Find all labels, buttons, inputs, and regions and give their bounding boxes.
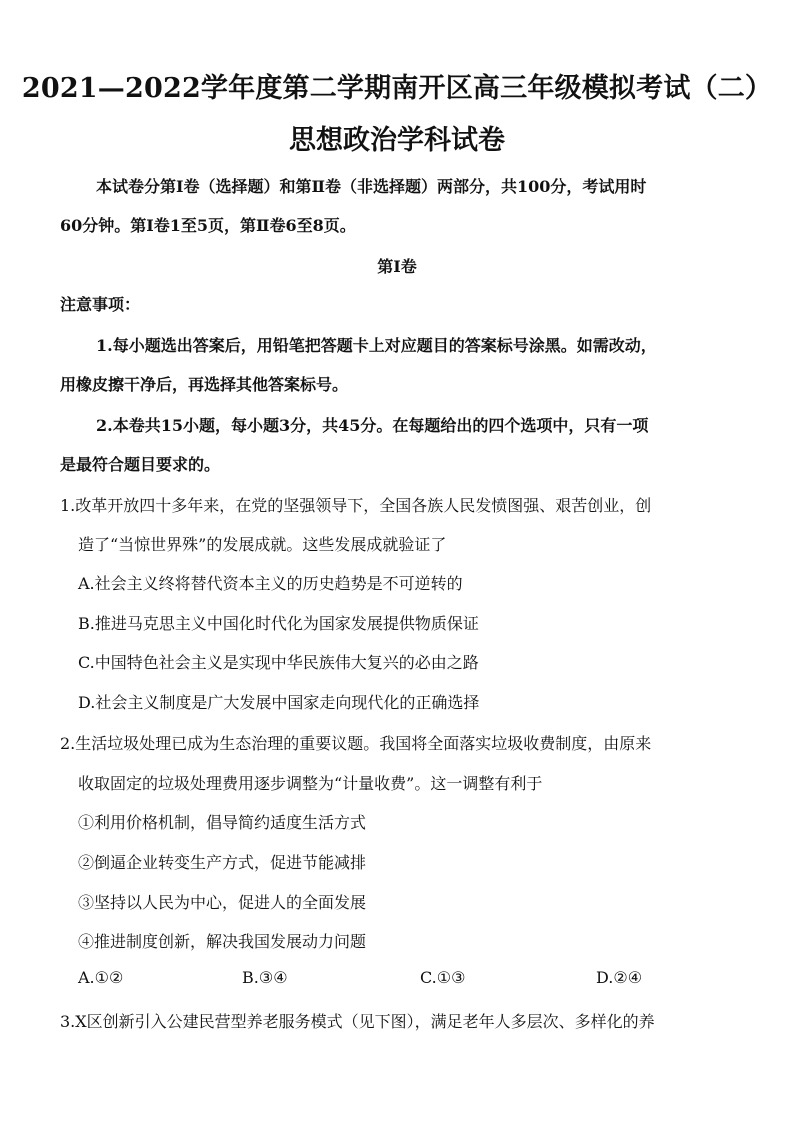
question-2-choice-d: D.②④ (596, 968, 643, 987)
question-1-option-c: C.中国特色社会主义是实现中华民族伟大复兴的必由之路 (78, 653, 479, 672)
question-2-statement-3: ③坚持以人民为中心，促进人的全面发展 (78, 893, 367, 912)
question-2-choice-b: B.③④ (242, 968, 288, 987)
question-2-stem-line-2: 收取固定的垃圾处理费用逐步调整为“计量收费”。这一调整有利于 (78, 774, 543, 793)
question-1-option-a: A.社会主义终将替代资本主义的历史趋势是不可逆转的 (78, 574, 463, 593)
question-1-option-b: B.推进马克思主义中国化时代化为国家发展提供物质保证 (78, 614, 479, 633)
notice-item-2-line-1: 2.本卷共15小题，每小题3分，共45分。在每题给出的四个选项中，只有一项 (96, 416, 649, 435)
question-2-statement-2: ②倒逼企业转变生产方式，促进节能减排 (78, 853, 367, 872)
notice-item-1-line-1: 1.每小题选出答案后，用铅笔把答题卡上对应题目的答案标号涂黑。如需改动， (96, 336, 657, 355)
section-title: 第Ⅰ卷 (377, 257, 417, 276)
question-3-stem-line-1: 3.X区创新引入公建民营型养老服务模式（见下图），满足老年人多层次、多样化的养 (60, 1012, 655, 1031)
question-1-stem-line-2: 造了“当惊世界殊”的发展成就。这些发展成就验证了 (78, 535, 447, 554)
exam-title: 2021—2022学年度第二学期南开区高三年级模拟考试（二） (21, 73, 773, 104)
notice-item-1-line-2: 用橡皮擦干净后，再选择其他答案标号。 (60, 375, 349, 394)
question-1-option-d: D.社会主义制度是广大发展中国家走向现代化的正确选择 (78, 693, 480, 712)
notice-item-2-line-2: 是最符合题目要求的。 (60, 455, 221, 474)
intro-line-1: 本试卷分第Ⅰ卷（选择题）和第Ⅱ卷（非选择题）两部分，共100分，考试用时 (96, 177, 647, 196)
question-2-statement-4: ④推进制度创新，解决我国发展动力问题 (78, 932, 367, 951)
exam-subtitle: 思想政治学科试卷 (289, 125, 505, 156)
question-2-choice-c: C.①③ (420, 968, 466, 987)
question-2-choice-a: A.①② (78, 968, 124, 987)
question-2-statement-1: ①利用价格机制，倡导简约适度生活方式 (78, 813, 367, 832)
question-2-stem-line-1: 2.生活垃圾处理已成为生态治理的重要议题。我国将全面落实垃圾收费制度，由原来 (60, 734, 652, 753)
intro-line-2: 60分钟。第Ⅰ卷1至5页，第Ⅱ卷6至8页。 (60, 216, 356, 235)
notice-heading: 注意事项： (60, 295, 141, 314)
question-1-stem-line-1: 1.改革开放四十多年来，在党的坚强领导下，全国各族人民发愤图强、艰苦创业，创 (60, 496, 652, 515)
